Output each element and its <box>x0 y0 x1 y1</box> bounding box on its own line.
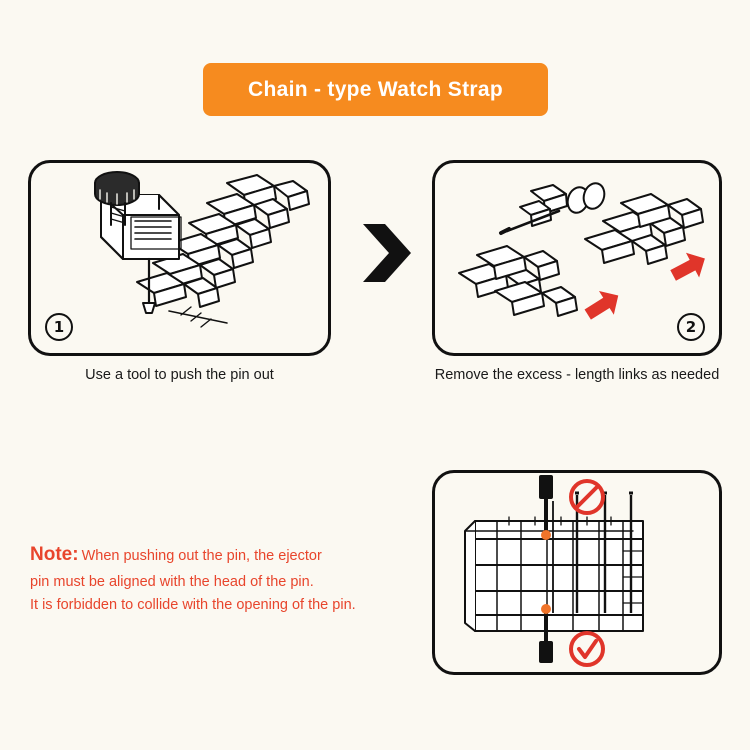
pin-alignment-detail-illustration <box>435 473 718 671</box>
step-2-number-badge: 2 <box>677 313 705 341</box>
prohibition-sign <box>571 481 603 513</box>
note-label: Note: <box>30 544 79 565</box>
step-1-caption: Use a tool to push the pin out <box>85 367 274 383</box>
note-line-3: It is forbidden to collide with the opening of the pin. <box>30 597 356 614</box>
tool-pushing-pin-illustration <box>31 163 327 352</box>
note-line-2: pin must be aligned with the head of the pin. <box>30 573 314 590</box>
step-2-caption: Remove the excess - length links as needed <box>434 367 720 383</box>
step-2-illustration-panel <box>432 160 722 356</box>
note-text-1: When pushing out the pin, the ejector <box>81 548 322 564</box>
note-block <box>30 540 420 618</box>
step-1-number-badge: 1 <box>45 313 73 341</box>
check-sign <box>571 633 603 665</box>
step-flow-arrow <box>355 222 415 284</box>
removed-links-illustration <box>435 163 718 352</box>
note-line-1 <box>30 540 420 571</box>
pin-alignment-detail-panel <box>432 470 722 675</box>
page-title-banner <box>203 63 548 116</box>
page-title: Chain - type Watch Strap <box>248 77 503 101</box>
step-1-illustration-panel <box>28 160 331 356</box>
